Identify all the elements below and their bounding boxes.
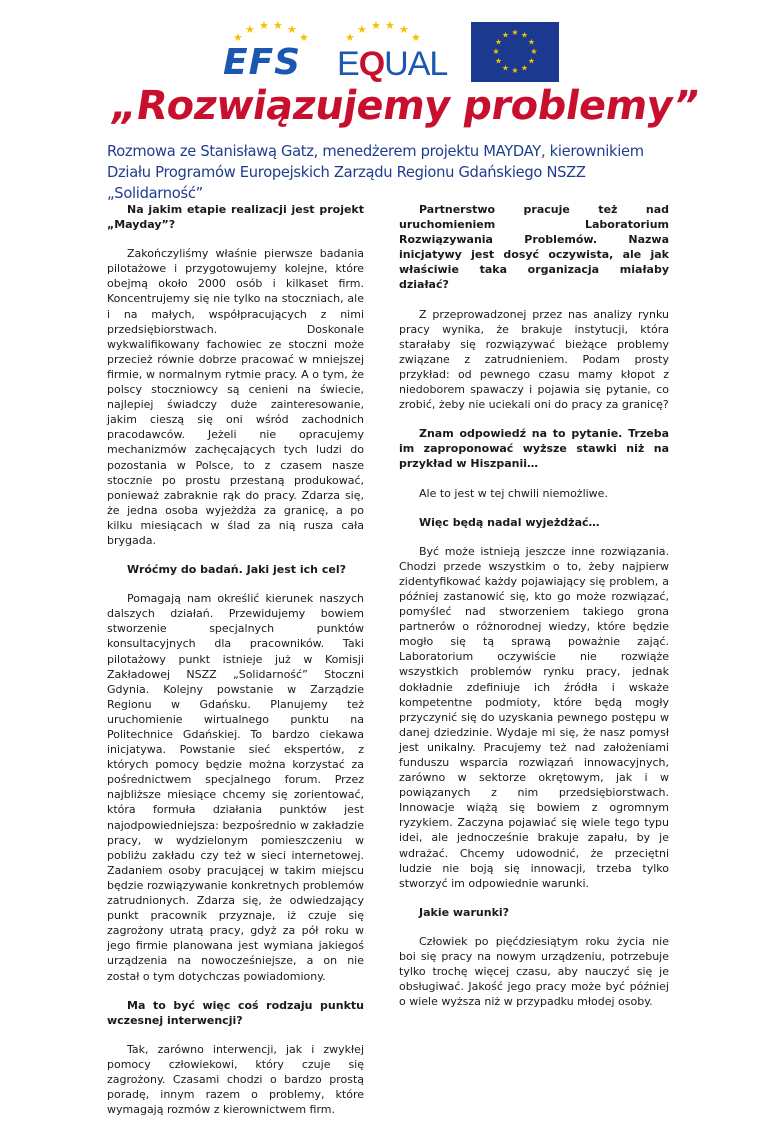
right-column: [399, 202, 669, 1023]
equal-logo: [337, 19, 448, 83]
interview-answer: Być może istnieją jeszcze inne rozwiązania. Chodzi przede wszystkim o to, żeby najpierw zidentyfikować każdy pojawiający się problem, a później zastanowić się, kto go może rozwiązać, pomyśleć nad stworzeniem takiego grona partnerów o różnorodnej wiedzy, które będzie mogło się tą sprawą poważnie zająć. Laboratorium oczywiście nie rozwiąże wszystkich problemów rynku pracy, jednak dokładnie zdefiniuje ich źródła i wskaże kompetentne podmioty, które będą mogły przyczynić się do uzyskania pewnego postępu w danej dziedzinie. Wydaje mi się, że nasz pomysł jest unikalny. Pracujemy też nad założeniami funduszu wsparcia rozwiązań innowacyjnych, zarówno w sektorze okrętowym, jak i w powiązanych z nim przedsiębiorstwach. Innowacje wiążą się bowiem z ogromnym ryzykiem. Zaczyna pojawiać się wiele tego typu idei, ale jednocześnie brakuje zapału, by je wdrażać. Chcemy udowodnić, że przeciętni ludzie nie boją się innowacji, trzeba tylko stworzyć im odpowiednie warunki.: [399, 544, 669, 890]
interview-question: Więc będą nadal wyjeżdżać…: [419, 515, 600, 529]
interview-question: Ma to być więc coś rodzaju punktu wczesnej interwencji?: [107, 998, 364, 1027]
article-subtitle: Rozmowa ze Stanisławą Gatz, menedżerem projektu MAYDAY, kierownikiem Działu Programów Europejskich Zarządu Regionu Gdańskiego NSZZ „Solidarność”: [107, 143, 644, 202]
interview-question: Partnerstwo pracuje też nad uruchomieniem Laboratorium Rozwiązywania Problemów. Nazwa inicjatywy jest dosyć oczywista, ale jak właściwie taka organizacja miałaby działać?: [399, 203, 669, 292]
interview-question: Na jakim etapie realizacji jest projekt „Mayday”?: [107, 203, 364, 232]
svg-text:★: ★: [520, 63, 529, 73]
equal-logo-text: EQUAL: [337, 45, 448, 83]
equal-stars-icon: ★ ★ ★ ★ ★ ★: [345, 19, 421, 44]
left-column: [107, 202, 364, 1131]
eu-flag-icon: [471, 22, 559, 82]
interview-answer: Zakończyliśmy właśnie pierwsze badania pilotażowe i przygotowujemy kolejne, które obejmą około 2000 osób i kilkaset firm. Koncentrujemy się nie tylko na stoczniach, ale i na małych, współpracujących z nimi przedsiębiorstwach. Doskonale wykwalifikowany fachowiec ze stoczni może przecież równie dobrze pracować w mniejszej firmie, w normalnym rytmie pracy. A o tym, że polscy stoczniowcy są cenieni na świecie, najlepiej świadczy duże zainteresowanie, jakim cieszą się oni wśród zachodnich pracodawców. Jeżeli nie opracujemy mechanizmów zachęcających tych ludzi do pozostania w Polsce, to z czasem nasze stocznie po prostu przestaną produkować, ponieważ zabraknie rąk do pracy. Zdarza się, że jedna osoba wyjeżdża za granicę, a po kilku miesiącach w ślad za nią rusza cała brygada.: [107, 247, 364, 547]
interview-answer: Człowiek po pięćdziesiątym roku życia nie boi się pracy na nowym urządzeniu, potrzebuje tylko trochę więcej czasu, aby nauczyć się je obsługiwać. Jakość jego pracy może być później o wiele wyższa niż w przypadku młodej osoby.: [399, 934, 669, 1009]
efs-logo-text: EFS: [223, 42, 302, 83]
svg-text:★: ★: [527, 56, 536, 66]
svg-text:★: ★: [501, 63, 510, 73]
interview-answer: Tak, zarówno interwencji, jak i zwykłej pomocy człowiekowi, który czuje się zagrożony. Czasami chodzi o bardzo prostą poradę, innym razem o problemy, które wymagają rozmów z kierownictwem firm.: [107, 1042, 364, 1117]
svg-text:★: ★: [492, 47, 500, 56]
svg-text:★: ★: [511, 66, 519, 75]
svg-text:★: ★: [511, 28, 519, 37]
interview-answer: Z przeprowadzonej przez nas analizy rynku pracy wynika, że brakuje instytucji, która starałaby się rozwiązywać bieżące problemy związane z zatrudnieniem. Podam prosty przykład: od pewnego czasu mamy kłopot z niedoborem spawaczy i pojawia się pytanie, co zrobić, żeby nie uciekali oni do pracy za granicę?: [399, 307, 669, 412]
interview-question: Jakie warunki?: [419, 905, 510, 919]
interview-answer: Pomagają nam określić kierunek naszych dalszych działań. Przewidujemy bowiem stworzenie specjalnych punktów konsultacyjnych dla pracowników. Taki pilotażowy punkt istnieje już w Komisji Zakładowej NSZZ „Solidarność” Stoczni Gdynia. Kolejny powstanie w Zarządzie Regionu w Gdańsku. Planujemy też uruchomienie wirtualnego punktu na Politechnice Gdańskiej. To bardzo ciekawa inicjatywa. Powstanie sieć ekspertów, z których pomocy będzie można korzystać za pośrednictwem specjalnego forum. Przez najbliższe miesiące chcemy się zorientować, która formuła działania punktów jest najodpowiedniejsza: bezpośrednio w zakładzie pracy, w wydzielonym pomieszczeniu w pobliżu zakładu czy też w sieci internetowej. Zadaniem osoby pracującej w takim miejscu będzie rozwiązywanie konkretnych problemów zatrudnionych. Zdarza się, że odwiedzający punkt pracownik przyznaje, iż czuje się zagrożony utratą pracy, gdyż za pół roku w jego firmie planowana jest wymiana jakiegoś urządzenia na nowocześniejsze, a on nie został o tym dotychczas powiadomiony.: [107, 592, 364, 983]
article-title: „Rozwiązujemy problemy”: [107, 83, 703, 129]
svg-text:★: ★: [501, 30, 510, 40]
svg-text:★: ★: [520, 30, 529, 40]
svg-text:★: ★: [530, 47, 538, 56]
interview-answer: Ale to jest w tej chwili niemożliwe.: [419, 486, 608, 500]
interview-question: Wróćmy do badań. Jaki jest ich cel?: [127, 563, 346, 577]
efs-stars-icon: ★ ★ ★ ★ ★ ★: [233, 19, 309, 44]
efs-logo: [223, 20, 323, 82]
svg-text:★: ★: [494, 56, 503, 66]
svg-text:★: ★: [527, 37, 536, 47]
interview-question: Znam odpowiedź na to pytanie. Trzeba im zaproponować wyższe stawki niż na przykład w Hiszpanii…: [399, 427, 669, 471]
svg-text:★: ★: [494, 37, 503, 47]
